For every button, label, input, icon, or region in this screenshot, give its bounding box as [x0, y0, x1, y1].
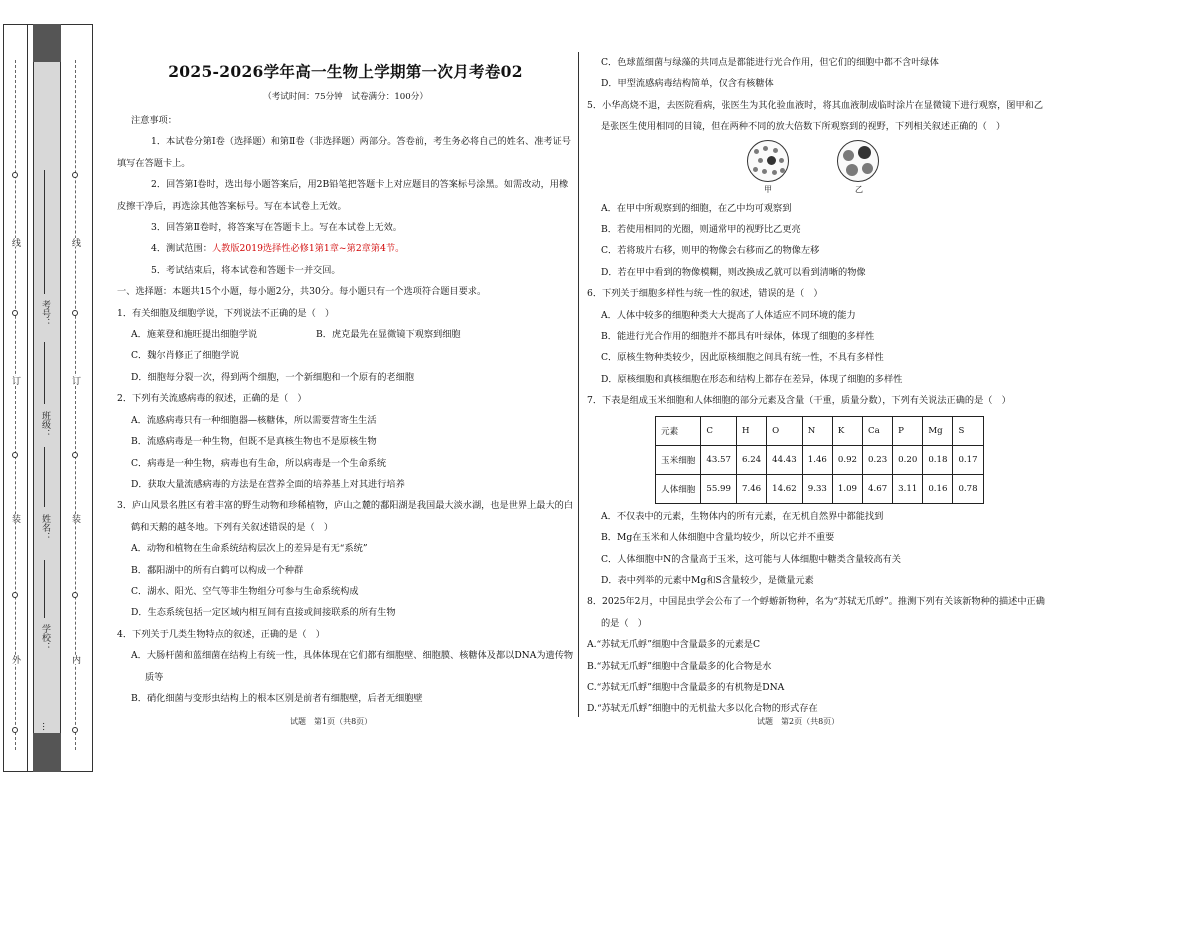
table-cell: 人体细胞 [656, 474, 701, 503]
table-cell: 玉米细胞 [656, 445, 701, 474]
inner-hole [72, 172, 78, 178]
table-header-cell: 元素 [656, 416, 701, 445]
notice-heading: 注意事项： [131, 115, 177, 126]
exam-title: 2025-2026学年高一生物上学期第一次月考卷02 [168, 62, 523, 81]
q4-option-a: A．大肠杆菌和蓝细菌在结构上有统一性，具体体现在它们都有细胞壁、细胞膜、核糖体及都以DNA为遗传物质等 [131, 650, 574, 683]
page-column-2 [587, 52, 1047, 720]
page-column-1 [117, 52, 574, 709]
inner-hole [72, 592, 78, 598]
q2-option-b: B．流感病毒是一种生物，但既不是真核生物也不是原核生物 [131, 436, 377, 448]
table-row [656, 474, 984, 503]
field-school: 学校： [40, 624, 50, 651]
table-cell: 9.33 [802, 474, 832, 503]
inner-hole [72, 727, 78, 733]
notice-item-1: 1．本试卷分第Ⅰ卷（选择题）和第Ⅱ卷（非选择题）两部分。答卷前，考生务必将自己的姓名、准考证号填写在答题卡上。 [117, 136, 571, 169]
binding-gray-column [33, 24, 61, 772]
q4-option-b: B．硝化细菌与变形虫结构上的根本区别是前者有细胞壁，后者无细胞壁 [131, 692, 423, 704]
q7-option-d: D．表中列举的元素中Mg和S含量较少，是微量元素 [601, 574, 814, 586]
inner-cut-line [75, 60, 76, 750]
table-cell: 43.57 [701, 445, 737, 474]
q4-stem: 4．下列关于几类生物特点的叙述，正确的是（ ） [117, 628, 325, 640]
binding-gray-top [33, 24, 61, 62]
inner-mark-nei: 内 [70, 655, 80, 664]
table-header-cell: O [767, 416, 803, 445]
q1-option-c: C．魏尔肖修正了细胞学说 [131, 350, 240, 362]
field-examno: 考号： [40, 300, 50, 327]
field-name: 姓名： [40, 514, 50, 541]
q1-option-d: D．细胞每分裂一次，得到两个细胞，一个新细胞和一个原有的老细胞 [131, 371, 414, 383]
q8-option-d: D.“苏轼无爪蜉”细胞中的无机盐大多以化合物的形式存在 [587, 703, 818, 715]
q2-option-d: D．获取大量流感病毒的方法是在营养全面的培养基上对其进行培养 [131, 478, 405, 490]
outer-hole [12, 172, 18, 178]
q6-option-a: A．人体中较多的细胞种类大大提高了人体适应不同环境的能力 [601, 309, 856, 321]
table-cell: 44.43 [767, 445, 803, 474]
q1-stem: 1．有关细胞及细胞学说，下列说法不正确的是（ ） [117, 307, 335, 319]
view-jia-icon [747, 140, 789, 182]
q8-option-a: A.“苏轼无爪蜉”细胞中含量最多的元素是C [587, 639, 760, 651]
column-divider [578, 52, 579, 717]
exam-subtitle: （考试时间：75分钟 试卷满分：100分） [263, 92, 428, 102]
table-cell: 6.24 [737, 445, 767, 474]
q1-row-ab [117, 324, 574, 345]
q8-stem: 8．2025年2月，中国昆虫学会公布了一个蜉蝣新物种，名为“苏轼无爪蜉”。推测下列有关该新物种的描述中正确的是（ ） [587, 596, 1045, 629]
q3-stem: 3．庐山风景名胜区有着丰富的野生动物和珍稀植物，庐山之麓的鄱阳湖是我国最大淡水湖，也是世界上最大的白鹤和天鹅的越冬地。下列有关叙述错误的是（ ） [117, 500, 574, 533]
table-cell: 0.18 [923, 445, 953, 474]
table-header-cell: H [737, 416, 767, 445]
field-name-line[interactable] [44, 447, 45, 507]
q8-option-b: B.“苏轼无爪蜉”细胞中含量最多的化合物是水 [587, 660, 772, 672]
q5-option-d: D．若在甲中看到的物像模糊，则改换成乙就可以看到清晰的物像 [601, 266, 866, 278]
q5-stem: 5．小华高烧不退，去医院看病，张医生为其化验血液时，将其血液制成临时涂片在显微镜下进行观察，图甲和乙是张医生使用相同的目镜，但在两种不同的放大倍数下所观察到的视野，下列相关叙述正确的（ ） [587, 99, 1044, 133]
table-cell: 0.78 [953, 474, 983, 503]
q3-option-a: A．动物和植物在生命系统结构层次上的差异是有无“系统” [131, 543, 368, 555]
page-footer-1: 试题 第1页（共8页） [290, 717, 373, 726]
table-header-cell: S [953, 416, 983, 445]
table-cell: 4.67 [863, 474, 893, 503]
binding-margin [0, 0, 95, 775]
outer-hole [12, 727, 18, 733]
q3-option-c: C．湖水、阳光、空气等非生物组分可参与生命系统构成 [131, 585, 359, 597]
binding-ellipsis: … [40, 722, 50, 731]
view-yi-icon [837, 140, 879, 182]
q8-option-c: C.“苏轼无爪蜉”细胞中含量最多的有机物是DNA [587, 681, 785, 693]
table-cell: 0.23 [863, 445, 893, 474]
q3-option-d: D．生态系统包括一定区域内相互间有直接或间接联系的所有生物 [131, 607, 396, 619]
table-cell: 7.46 [737, 474, 767, 503]
q7-option-c: C．人体细胞中N的含量高于玉米，这可能与人体细胞中糖类含量较高有关 [601, 553, 901, 565]
outer-mark-xian: 线 [10, 238, 20, 247]
notice-item-4: 4．测试范围：人教版2019选择性必修1第1章~第2章第4节。 [151, 243, 405, 255]
q2-option-a: A．流感病毒只有一种细胞器—核糖体，所以需要营寄生生活 [131, 414, 377, 426]
section-heading: 一、选择题：本题共15个小题，每小题2分，共30分。每小题只有一个选项符合题目要求。 [117, 286, 487, 298]
outer-hole [12, 592, 18, 598]
q7-option-b: B．Mg在玉米和人体细胞中含量均较少，所以它并不重要 [601, 532, 835, 544]
q5-option-c: C．若将玻片右移，则甲的物像会右移而乙的物像左移 [601, 245, 820, 257]
q2-option-c: C．病毒是一种生物，病毒也有生命，所以病毒是一个生命系统 [131, 457, 387, 469]
table-cell: 1.46 [802, 445, 832, 474]
q4-option-c: C．色球蓝细菌与绿藻的共同点是都能进行光合作用，但它们的细胞中都不含叶绿体 [601, 57, 939, 68]
fig-caption-yi: 乙 [855, 184, 863, 194]
q5-option-b: B．若使用相同的光圈，则通常甲的视野比乙更亮 [601, 224, 801, 236]
field-class: 班级： [40, 411, 50, 438]
binding-gray-bottom [33, 733, 61, 772]
inner-mark-ding: 订 [70, 376, 80, 385]
q2-stem: 2．下列有关流感病毒的叙述，正确的是（ ） [117, 393, 307, 405]
table-row [656, 445, 984, 474]
table-header-cell: N [802, 416, 832, 445]
notice-item-5: 5．考试结束后，将本试卷和答题卡一并交回。 [151, 264, 341, 276]
element-content-table [655, 416, 984, 504]
test-scope: 人教版2019选择性必修1第1章~第2章第4节。 [211, 243, 405, 255]
q7-stem: 7．下表是组成玉米细胞和人体细胞的部分元素及含量（干重，质量分数），下列有关说法正确的是（ ） [587, 395, 1011, 407]
table-header-cell: C [701, 416, 737, 445]
notice-item-2: 2．回答第Ⅰ卷时，选出每小题答案后，用2B铅笔把答题卡上对应题目的答案标号涂黑。如需改动，用橡皮擦干净后，再选涂其他答案标号。写在本试卷上无效。 [117, 179, 569, 212]
q4-option-d: D．甲型流感病毒结构简单，仅含有核糖体 [601, 78, 774, 90]
outer-mark-wai: 外 [10, 655, 20, 664]
field-examno-line[interactable] [44, 170, 45, 294]
table-cell: 14.62 [767, 474, 803, 503]
table-header-cell: K [832, 416, 862, 445]
table-header-cell: Ca [863, 416, 893, 445]
q5-option-a: A．在甲中所观察到的细胞，在乙中均可观察到 [601, 202, 792, 214]
inner-mark-xian: 线 [70, 238, 80, 247]
q6-stem: 6．下列关于细胞多样性与统一性的叙述，错误的是（ ） [587, 288, 823, 300]
table-cell: 0.92 [832, 445, 862, 474]
table-cell: 0.16 [923, 474, 953, 503]
table-cell: 0.20 [893, 445, 923, 474]
table-header-cell: P [893, 416, 923, 445]
inner-mark-zhuang: 装 [70, 514, 80, 523]
q3-option-b: B．鄱阳湖中的所有白鹤可以构成一个种群 [131, 564, 304, 576]
q1-option-b: B．虎克最先在显微镜下观察到细胞 [316, 329, 461, 341]
table-header-cell: Mg [923, 416, 953, 445]
q1-option-a: A．施莱登和施旺提出细胞学说 [131, 329, 258, 341]
microscope-figure [747, 140, 1047, 198]
outer-mark-zhuang: 装 [10, 514, 20, 523]
field-school-line[interactable] [44, 560, 45, 618]
table-cell: 0.17 [953, 445, 983, 474]
table-cell: 1.09 [832, 474, 862, 503]
table-header-row [656, 416, 984, 445]
field-class-line[interactable] [44, 342, 45, 404]
outer-hole [12, 310, 18, 316]
inner-hole [72, 452, 78, 458]
q7-option-a: A．不仅表中的元素，生物体内的所有元素，在无机自然界中都能找到 [601, 510, 884, 522]
fig-caption-jia: 甲 [764, 184, 772, 194]
page-footer-2: 试题 第2页（共8页） [757, 717, 840, 726]
outer-cut-line [15, 60, 16, 750]
outer-hole [12, 452, 18, 458]
outer-mark-ding: 订 [10, 376, 20, 385]
q6-option-c: C．原核生物种类较少，因此原核细胞之间具有统一性，不具有多样性 [601, 352, 884, 364]
q6-option-d: D．原核细胞和真核细胞在形态和结构上都存在差异，体现了细胞的多样性 [601, 373, 903, 385]
inner-hole [72, 310, 78, 316]
table-cell: 55.99 [701, 474, 737, 503]
notice-item-3: 3．回答第Ⅱ卷时，将答案写在答题卡上。写在本试卷上无效。 [151, 222, 402, 234]
table-cell: 3.11 [893, 474, 923, 503]
q6-option-b: B．能进行光合作用的细胞并不都具有叶绿体，体现了细胞的多样性 [601, 331, 875, 343]
